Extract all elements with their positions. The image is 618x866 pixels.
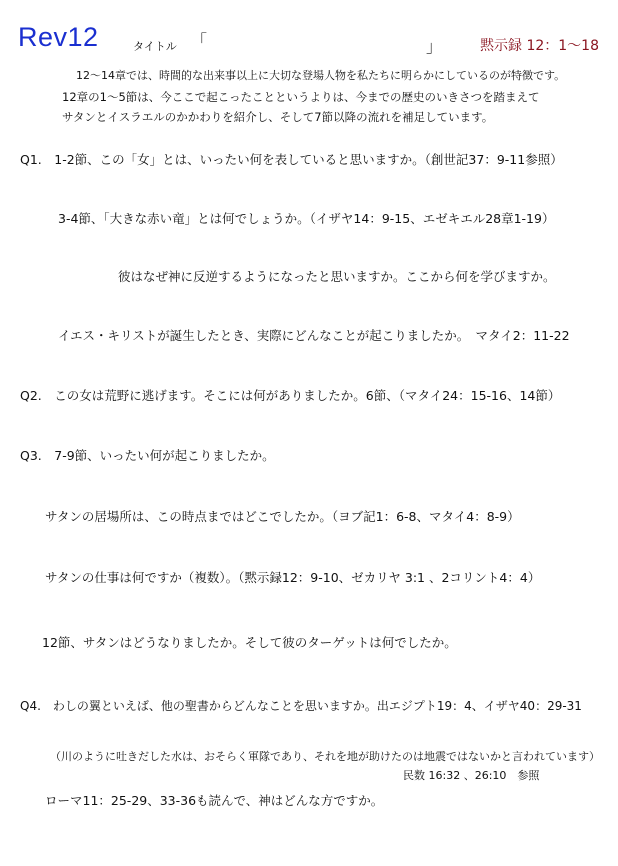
title-bracket-open: 「 xyxy=(191,31,208,50)
title-label: タイトル xyxy=(133,40,177,53)
question-3-sub-2: サタンの仕事は何ですか（複数）。（黙示録12：9-10、ゼカリヤ 3:1 、2コリント4：4） xyxy=(45,570,541,585)
question-1-sub-2: 彼はなぜ神に反逆するようになったと思いますか。ここから何を学びますか。 xyxy=(118,269,556,284)
question-3-sub-1: サタンの居場所は、この時点まではどこでしたか。（ヨブ記1：6-8、マタイ4：8-9） xyxy=(45,509,520,524)
question-4: Q4. わしの翼といえば、他の聖書からどんなことを思いますか。出エジプト19：4、イザヤ40：29-31 xyxy=(20,699,582,713)
scripture-reference: 黙示録 12：1〜18 xyxy=(480,38,599,54)
question-1: Q1. 1-2節、この「女」とは、いったい何を表していると思いますか。（創世記37：9-11参照） xyxy=(20,152,563,167)
question-3-sub-3: 12節、サタンはどうなりましたか。そして彼のターゲットは何でしたか。 xyxy=(42,635,457,650)
question-1-sub-3: イエス・キリストが誕生したとき、実際にどんなことが起こりましたか。 マタイ2：11-22 xyxy=(58,328,570,343)
question-4-note-reference: 民数 16:32 、26:10 参照 xyxy=(403,769,540,782)
question-1-sub-1: 3-4節、「大きな赤い竜」とは何でしょうか。（イザヤ14：9-15、エゼキエル28章1-19） xyxy=(58,211,555,226)
intro-line-3: サタンとイスラエルのかかわりを紹介し、そして7節以降の流れを補足しています。 xyxy=(62,110,494,124)
document-id: Rev12 xyxy=(18,22,99,52)
intro-line-2: 12章の1〜5節は、今ここで起こったことというよりは、今までの歴史のいきさつを踏まえて xyxy=(62,90,540,104)
intro-line-1: 12〜14章では、時間的な出来事以上に大切な登場人物を私たちに明らかにしているのが特徴です。 xyxy=(76,69,566,82)
question-3: Q3. 7-9節、いったい何が起こりましたか。 xyxy=(20,448,275,463)
question-4-romans: ローマ11：25-29、33-36も読んで、神はどんな方ですか。 xyxy=(45,793,384,808)
question-2: Q2. この女は荒野に逃げます。そこには何がありましたか。6節、（マタイ24：15-16、14節） xyxy=(20,388,561,403)
title-bracket-close: 」 xyxy=(426,37,443,56)
question-4-note: （川のように吐きだした水は、おそらく軍隊であり、それを地が助けたのは地震ではないかと言われています） xyxy=(50,750,600,763)
